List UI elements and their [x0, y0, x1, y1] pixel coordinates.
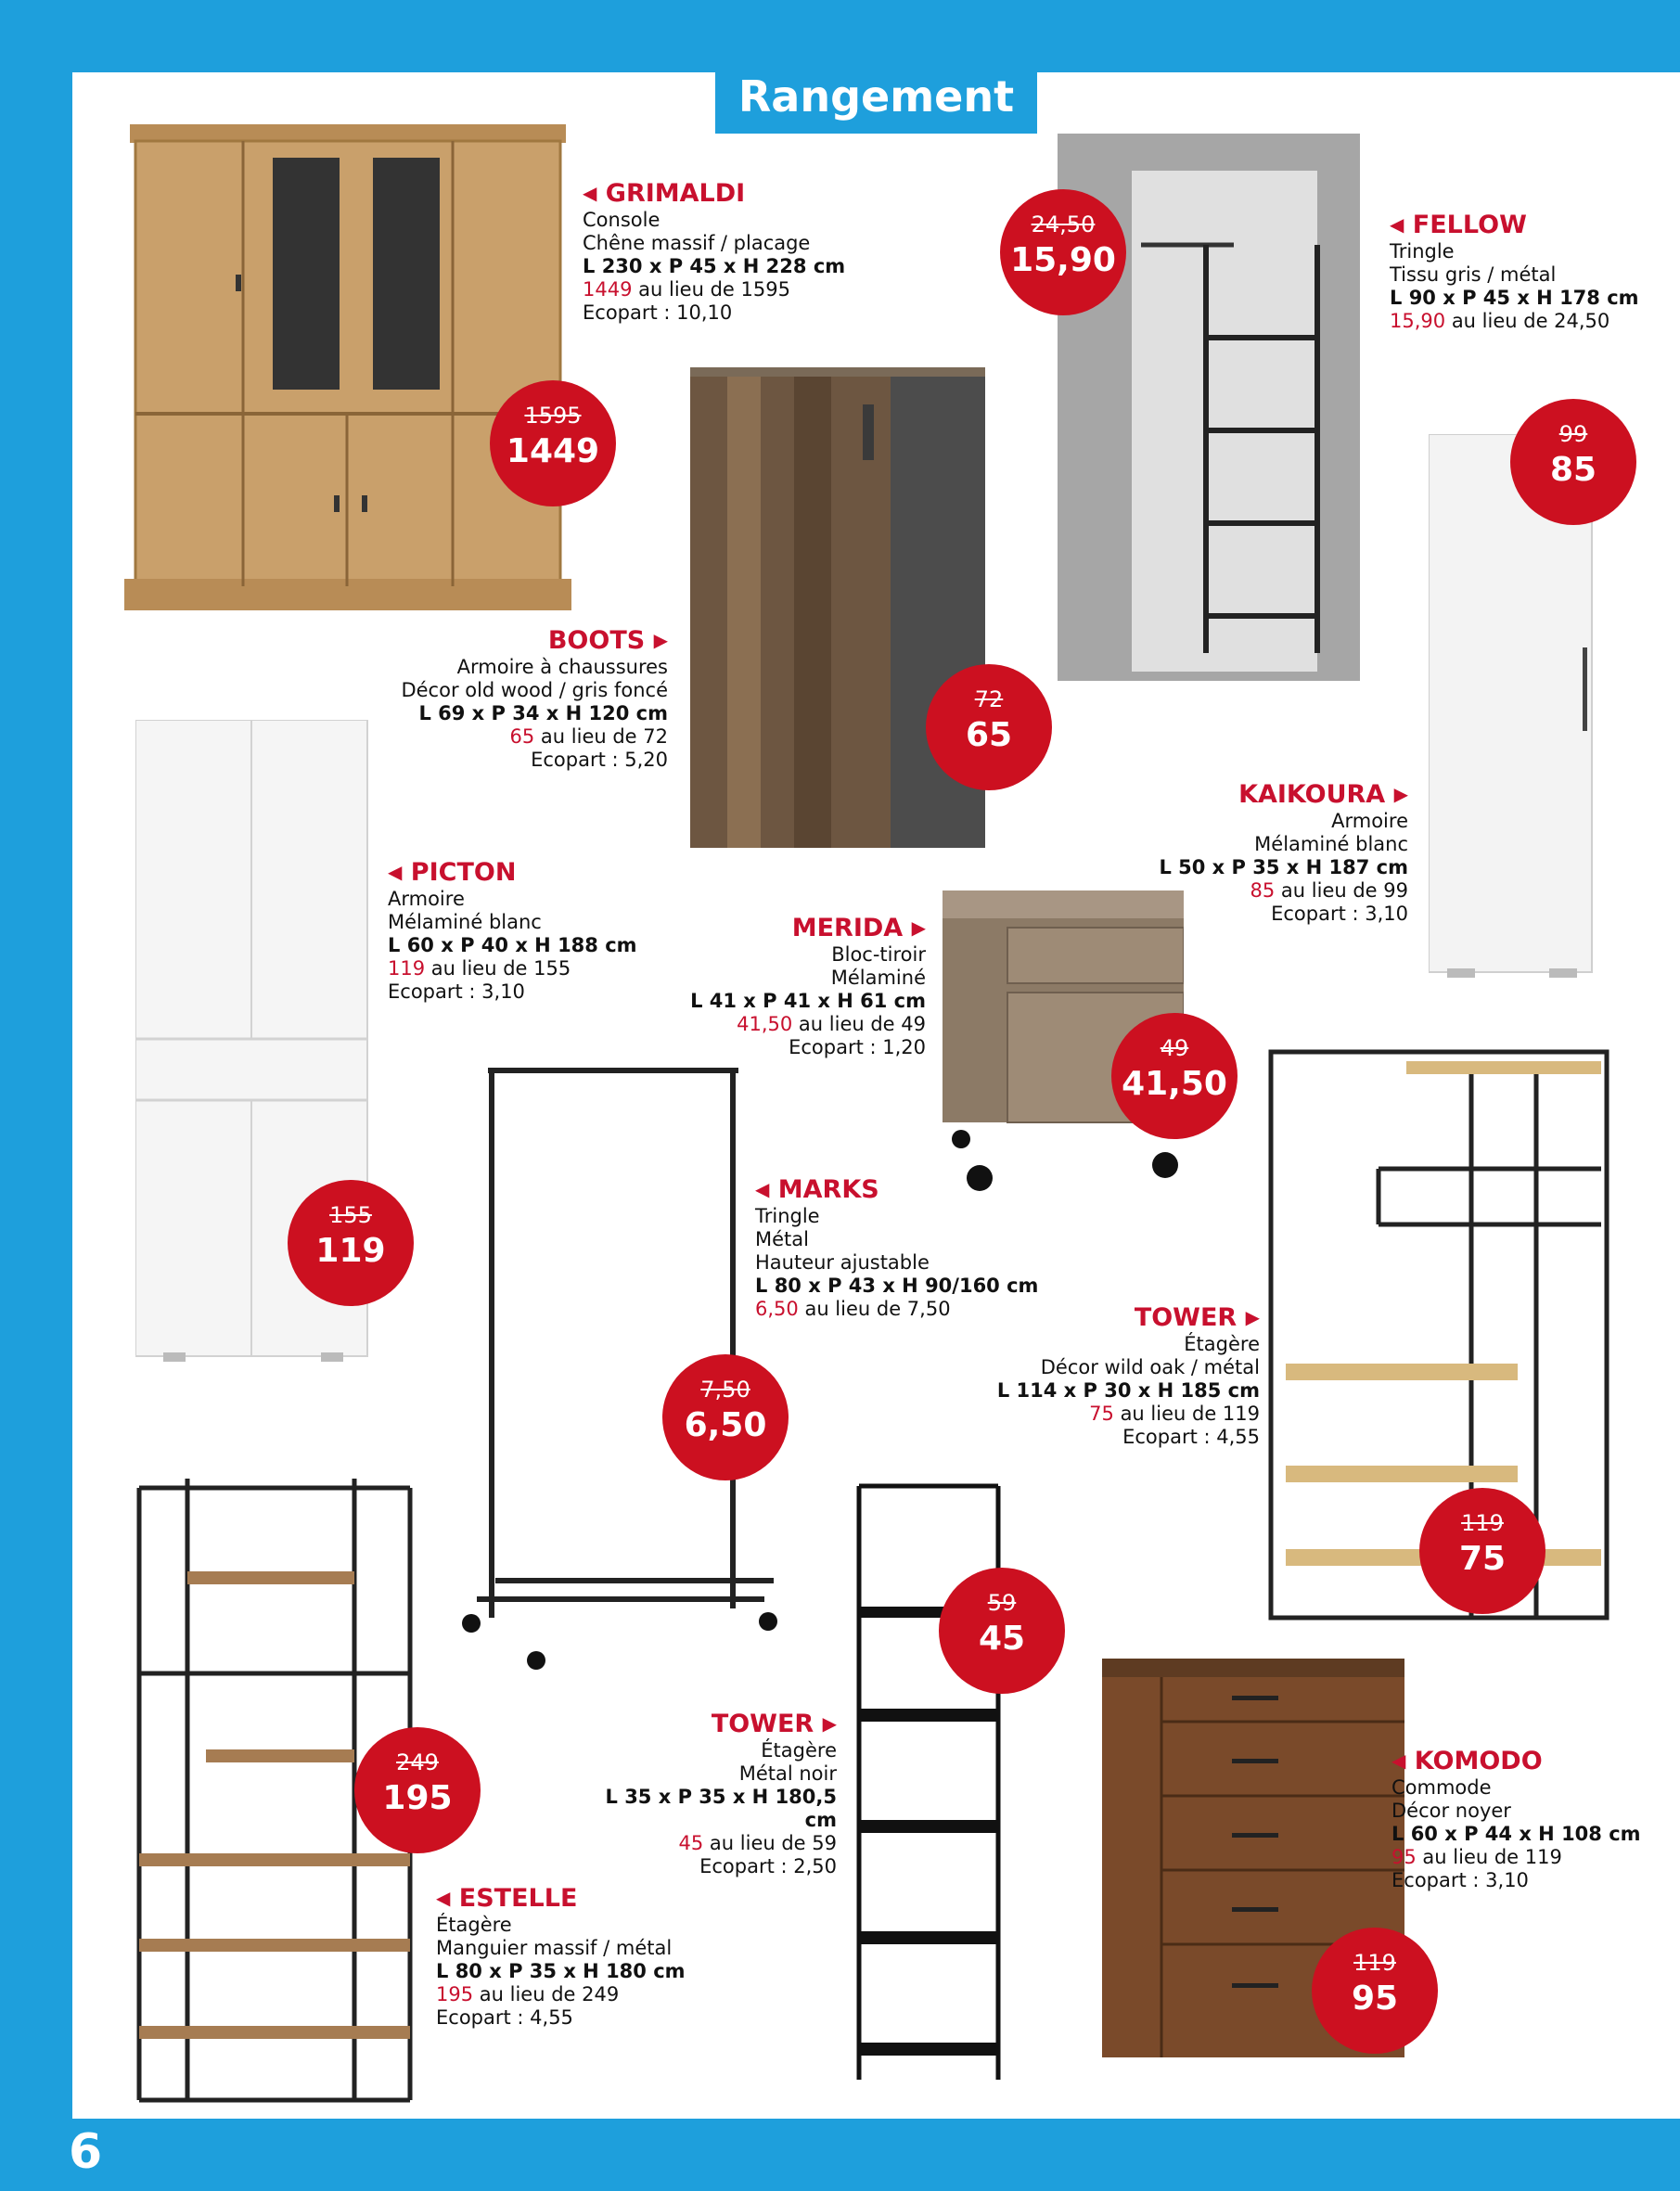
- right-arrow-icon: ▶: [653, 629, 668, 651]
- right-arrow-icon: ▶: [911, 916, 926, 939]
- product-price-text: au lieu de 119: [1120, 1403, 1260, 1425]
- product-price-text: au lieu de 7,50: [804, 1298, 951, 1320]
- badge-old-price: 7,50: [700, 1377, 750, 1403]
- product-fellow: [1390, 210, 1639, 333]
- grimaldi-image: [124, 124, 571, 610]
- price-badge-fellow: [1000, 189, 1126, 315]
- product-material: Décor noyer: [1391, 1800, 1511, 1822]
- product-dims: L 60 x P 44 x H 108 cm: [1391, 1823, 1641, 1845]
- product-name: GRIMALDI: [605, 179, 746, 208]
- product-price-text: au lieu de 1595: [638, 278, 790, 301]
- product-ecopart: Ecopart : 4,55: [1122, 1426, 1260, 1448]
- left-arrow-icon: ◀: [755, 1178, 770, 1200]
- right-arrow-icon: ▶: [822, 1712, 837, 1735]
- price-badge-tower-black: [939, 1568, 1065, 1694]
- product-name: TOWER: [1134, 1303, 1238, 1332]
- product-marks: [755, 1174, 1038, 1321]
- price-badge-boots: [926, 664, 1052, 790]
- badge-old-price: 72: [974, 686, 1004, 712]
- right-arrow-icon: ▶: [1245, 1306, 1260, 1328]
- product-price: 75: [1089, 1403, 1114, 1425]
- badge-new-price: 6,50: [684, 1406, 767, 1444]
- product-material: Métal: [755, 1228, 809, 1250]
- badge-old-price: 49: [1160, 1035, 1189, 1061]
- price-badge-tower-oak: [1419, 1488, 1545, 1614]
- product-dims: L 90 x P 45 x H 178 cm: [1390, 287, 1639, 309]
- page-number: 6: [69, 2124, 103, 2180]
- product-dims: L 230 x P 45 x H 228 cm: [583, 255, 846, 277]
- product-name: MARKS: [777, 1175, 879, 1204]
- right-arrow-icon: ▶: [1393, 783, 1408, 805]
- left-arrow-icon: ◀: [436, 1887, 451, 1909]
- product-price: 15,90: [1390, 310, 1446, 332]
- badge-new-price: 95: [1351, 1980, 1399, 2018]
- left-arrow-icon: ◀: [388, 861, 403, 883]
- badge-old-price: 59: [987, 1590, 1017, 1616]
- product-material: Mélaminé: [830, 967, 926, 989]
- badge-new-price: 65: [965, 716, 1013, 754]
- badge-new-price: 41,50: [1122, 1065, 1227, 1103]
- product-ecopart: Ecopart : 1,20: [789, 1036, 926, 1058]
- product-price: 41,50: [737, 1013, 793, 1035]
- product-kaikoura: [1130, 779, 1408, 926]
- badge-old-price: 1595: [524, 403, 582, 429]
- product-ecopart: Ecopart : 3,10: [1271, 903, 1408, 925]
- product-ecopart: Ecopart : 3,10: [1391, 1869, 1529, 1891]
- product-komodo: [1391, 1746, 1641, 1892]
- footer-band: [0, 2119, 1680, 2191]
- product-name: TOWER: [711, 1710, 814, 1738]
- product-tower-black: [575, 1709, 837, 1878]
- badge-old-price: 155: [329, 1202, 372, 1228]
- product-name: KOMODO: [1414, 1747, 1543, 1775]
- product-ecopart: Ecopart : 2,50: [699, 1855, 837, 1877]
- product-price: 65: [509, 725, 535, 748]
- product-picton: [388, 857, 637, 1004]
- left-arrow-icon: ◀: [1390, 213, 1404, 236]
- badge-new-price: 1449: [506, 432, 600, 470]
- product-type: Bloc-tiroir: [831, 943, 926, 966]
- price-badge-marks: [662, 1354, 789, 1480]
- product-dims: L 114 x P 30 x H 185 cm: [996, 1379, 1260, 1402]
- price-badge-komodo: [1312, 1928, 1438, 2054]
- product-dims: L 50 x P 35 x H 187 cm: [1159, 856, 1408, 878]
- product-type: Tringle: [1390, 240, 1455, 263]
- product-type: Console: [583, 209, 660, 231]
- product-price: 119: [388, 957, 426, 980]
- product-price-text: au lieu de 24,50: [1451, 310, 1610, 332]
- badge-new-price: 195: [382, 1779, 453, 1817]
- product-type: Étagère: [761, 1739, 837, 1762]
- badge-old-price: 119: [1461, 1510, 1504, 1536]
- product-dims: L 80 x P 43 x H 90/160 cm: [755, 1275, 1039, 1297]
- price-badge-estelle: [354, 1727, 481, 1853]
- product-material: Décor old wood / gris foncé: [401, 679, 668, 701]
- product-price-text: au lieu de 249: [479, 1983, 620, 2005]
- product-name: ESTELLE: [458, 1884, 578, 1913]
- badge-new-price: 119: [315, 1232, 386, 1270]
- product-price: 6,50: [755, 1298, 799, 1320]
- product-dims: L 35 x P 35 x H 180,5 cm: [605, 1786, 837, 1831]
- product-dims: L 80 x P 35 x H 180 cm: [436, 1960, 686, 1982]
- badge-old-price: 99: [1558, 421, 1588, 447]
- product-dims: L 60 x P 40 x H 188 cm: [388, 934, 637, 956]
- tower-black-image: [850, 1477, 1007, 2089]
- badge-new-price: 75: [1458, 1540, 1507, 1578]
- product-ecopart: Ecopart : 10,10: [583, 301, 733, 324]
- product-type: Tringle: [755, 1205, 820, 1227]
- product-tower-oak: [983, 1302, 1260, 1449]
- page-title: Rangement: [715, 59, 1037, 134]
- left-arrow-icon: ◀: [583, 182, 597, 204]
- badge-old-price: 119: [1353, 1950, 1396, 1976]
- product-type: Commode: [1391, 1776, 1492, 1799]
- price-badge-grimaldi: [490, 380, 616, 506]
- product-ecopart: Ecopart : 5,20: [531, 749, 668, 771]
- product-material: Chêne massif / placage: [583, 232, 811, 254]
- product-material: Mélaminé blanc: [388, 911, 542, 933]
- product-type: Armoire à chaussures: [456, 656, 668, 678]
- product-type: Armoire: [1331, 810, 1408, 832]
- product-material: Métal noir: [738, 1762, 837, 1785]
- product-type: Étagère: [436, 1914, 512, 1936]
- product-type: Étagère: [1184, 1333, 1260, 1355]
- product-name: BOOTS: [547, 626, 646, 655]
- product-price: 95: [1391, 1846, 1417, 1868]
- product-feature: Hauteur ajustable: [755, 1251, 930, 1274]
- price-badge-merida: [1111, 1013, 1238, 1139]
- product-merida: [649, 913, 926, 1059]
- product-ecopart: Ecopart : 3,10: [388, 980, 525, 1003]
- price-badge-kaikoura: [1510, 399, 1636, 525]
- product-price: 1449: [583, 278, 633, 301]
- product-grimaldi: [583, 178, 845, 325]
- product-material: Tissu gris / métal: [1390, 263, 1557, 286]
- product-price-text: au lieu de 72: [540, 725, 668, 748]
- badge-new-price: 15,90: [1010, 241, 1116, 279]
- product-name: KAIKOURA: [1238, 780, 1386, 809]
- badge-old-price: 249: [396, 1749, 439, 1775]
- left-arrow-icon: ◀: [1391, 1749, 1406, 1772]
- product-dims: L 41 x P 41 x H 61 cm: [690, 990, 926, 1012]
- product-price-text: au lieu de 99: [1280, 879, 1408, 902]
- product-material: Décor wild oak / métal: [1040, 1356, 1260, 1378]
- product-price-text: au lieu de 155: [430, 957, 571, 980]
- product-name: PICTON: [410, 858, 517, 887]
- product-price-text: au lieu de 119: [1422, 1846, 1562, 1868]
- badge-old-price: 24,50: [1031, 211, 1096, 237]
- product-type: Armoire: [388, 888, 465, 910]
- product-boots: [390, 625, 668, 772]
- product-name: FELLOW: [1412, 211, 1527, 239]
- badge-new-price: 45: [978, 1620, 1026, 1658]
- product-ecopart: Ecopart : 4,55: [436, 2006, 573, 2029]
- product-estelle: [436, 1883, 686, 2030]
- product-dims: L 69 x P 34 x H 120 cm: [418, 702, 668, 724]
- badge-new-price: 85: [1549, 451, 1597, 489]
- product-price: 45: [678, 1832, 704, 1854]
- price-badge-picton: [288, 1180, 414, 1306]
- product-price: 195: [436, 1983, 474, 2005]
- product-material: Manguier massif / métal: [436, 1937, 673, 1959]
- product-price-text: au lieu de 59: [709, 1832, 837, 1854]
- product-material: Mélaminé blanc: [1254, 833, 1408, 855]
- product-name: MERIDA: [791, 914, 904, 942]
- product-price: 85: [1250, 879, 1276, 902]
- boots-image: [690, 367, 985, 848]
- product-price-text: au lieu de 49: [798, 1013, 926, 1035]
